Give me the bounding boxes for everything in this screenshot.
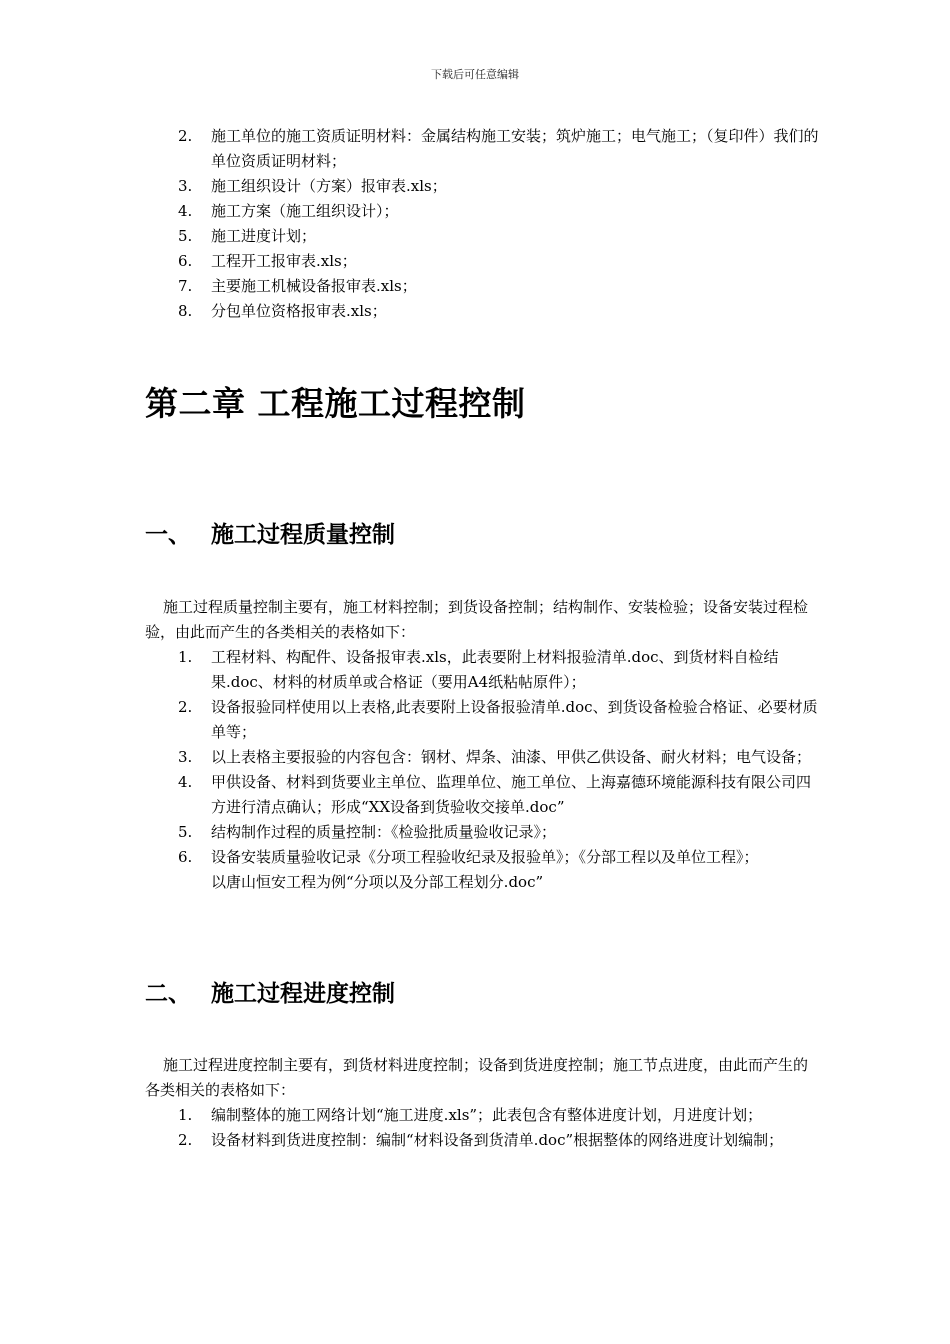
chapter-title: 第二章 工程施工过程控制 [145, 384, 526, 423]
page-header: 下载后可任意编辑 [431, 68, 519, 81]
list-item [0, 1103, 821, 1128]
list-number: 1. [178, 1106, 193, 1124]
list-item [0, 770, 821, 820]
list-text: 设备报验同样使用以上表格,此表要附上设备报验清单.doc、到货设备检验合格证、必要材质单等； [211, 698, 818, 741]
list-text: 施工方案（施工组织设计）； [211, 202, 399, 220]
section-intro-quality: 施工过程质量控制主要有，施工材料控制；到货设备控制；结构制作、安装检验；设备安装过程检验，由此而产生的各类相关的表格如下： [145, 598, 809, 641]
list-text: 以上表格主要报验的内容包含：钢材、焊条、油漆、甲供乙供设备、耐火材料；电气设备； [211, 748, 812, 766]
list-item [0, 870, 821, 895]
quality-control-list [0, 645, 821, 895]
list-text: 主要施工机械设备报审表.xls； [211, 277, 417, 295]
list-number: 3. [178, 177, 193, 195]
schedule-control-list [0, 1103, 821, 1153]
list-number: 1. [178, 648, 193, 666]
list-text: 施工单位的施工资质证明材料：金属结构施工安装；筑炉施工；电气施工；（复印件）我们的单位资质证明材料； [211, 127, 819, 170]
list-text: 分包单位资格报审表.xls； [211, 302, 387, 320]
list-text: 以唐山恒安工程为例“分项以及分部工程划分.doc” [211, 873, 544, 891]
section-heading-schedule [145, 975, 395, 1008]
list-item [0, 124, 821, 174]
list-text: 设备材料到货进度控制：编制“材料设备到货清单.doc”根据整体的网络进度计划编制； [211, 1131, 784, 1149]
list-number: 8. [178, 302, 193, 320]
list-text: 施工组织设计（方案）报审表.xls； [211, 177, 447, 195]
list-number: 6. [178, 252, 193, 270]
list-item [0, 174, 821, 199]
section-number: 一、 [145, 522, 191, 548]
list-text: 结构制作过程的质量控制：《检验批质量验收记录》； [211, 823, 557, 841]
list-number: 6. [178, 848, 193, 866]
list-item [0, 1128, 821, 1153]
list-number: 2. [178, 1131, 193, 1149]
list-text: 工程材料、构配件、设备报审表.xls，此表要附上材料报验清单.doc、到货材料自检结果.doc、材料的材质单或合格证（要用A4纸粘帖原件）； [211, 648, 779, 691]
list-item [0, 820, 821, 845]
section-heading-quality [145, 516, 395, 549]
list-number: 4. [178, 773, 193, 791]
section-number: 二、 [145, 981, 191, 1007]
list-item [0, 299, 821, 324]
list-number: 2. [178, 127, 193, 145]
section-title: 施工过程质量控制 [211, 522, 395, 548]
list-item [0, 274, 821, 299]
list-item [0, 645, 821, 695]
list-text: 设备安装质量验收记录《分项工程验收纪录及报验单》；《分部工程以及单位工程》； [211, 848, 759, 866]
list-number: 4. [178, 202, 193, 220]
list-number: 2. [178, 698, 193, 716]
list-text: 编制整体的施工网络计划“施工进度.xls”；此表包含有整体进度计划，月进度计划； [211, 1106, 763, 1124]
list-text: 施工进度计划； [211, 227, 317, 245]
list-item [0, 224, 821, 249]
list-number: 3. [178, 748, 193, 766]
list-number: 5. [178, 227, 193, 245]
list-item [0, 249, 821, 274]
list-item [0, 199, 821, 224]
list-text: 工程开工报审表.xls； [211, 252, 357, 270]
list-item [0, 695, 821, 745]
prerequisite-list [0, 124, 821, 324]
section-intro-schedule: 施工过程进度控制主要有，到货材料进度控制；设备到货进度控制；施工节点进度，由此而产生的各类相关的表格如下： [145, 1056, 809, 1099]
list-item [0, 745, 821, 770]
list-text: 甲供设备、材料到货要业主单位、监理单位、施工单位、上海嘉德环境能源科技有限公司四方进行清点确认；形成“XX设备到货验收交接单.doc” [211, 773, 812, 816]
list-item [0, 845, 821, 870]
list-number: 7. [178, 277, 193, 295]
section-title: 施工过程进度控制 [211, 981, 395, 1007]
list-number: 5. [178, 823, 193, 841]
